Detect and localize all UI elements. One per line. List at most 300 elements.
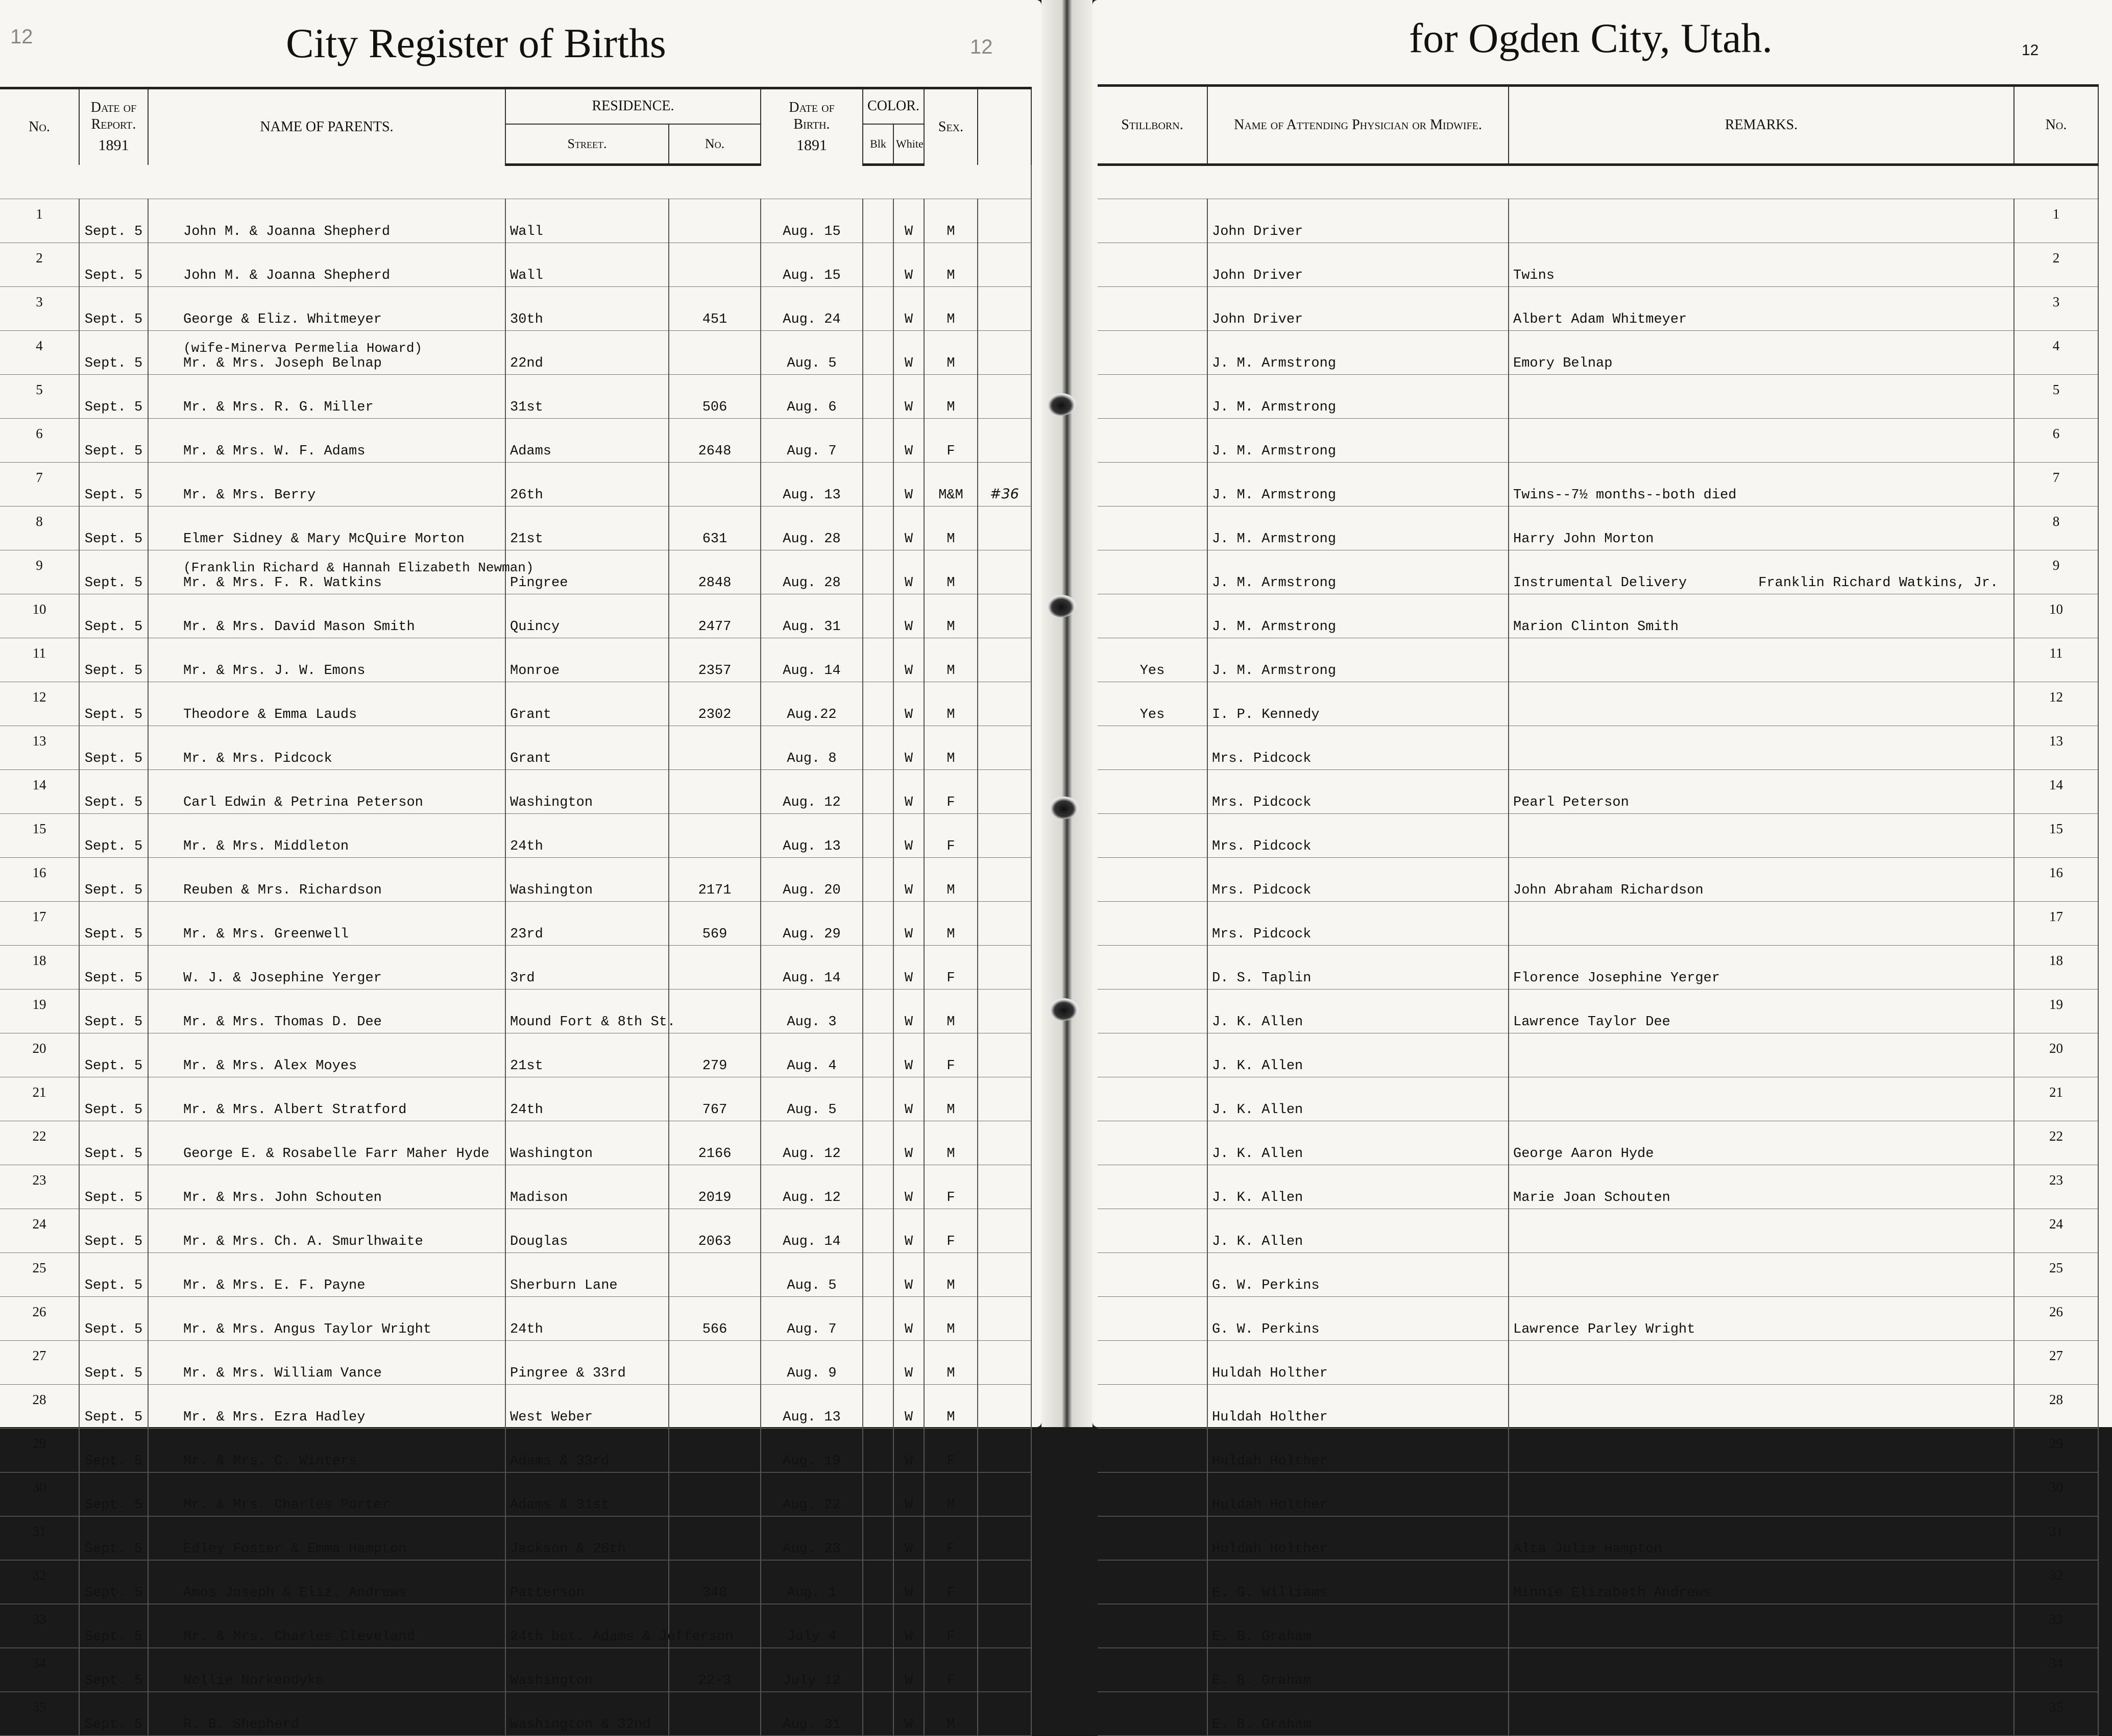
report-date: Sept. 5 <box>79 1209 148 1253</box>
color-white: W <box>893 1033 924 1077</box>
physician: J. M. Armstrong <box>1207 594 1509 638</box>
stillborn <box>1098 902 1207 946</box>
report-date: Sept. 5 <box>79 375 148 419</box>
stillborn <box>1098 419 1207 463</box>
parents-name: Reuben & Mrs. Richardson <box>183 883 382 898</box>
stillborn <box>1098 243 1207 287</box>
physician: J. K. Allen <box>1207 1165 1509 1209</box>
physician: J. M. Armstrong <box>1207 419 1509 463</box>
parents-cell <box>148 1253 505 1297</box>
residence-street: Pingree <box>505 550 669 594</box>
record-no-right: 23 <box>2014 1165 2098 1209</box>
remarks-cell <box>1509 1297 2014 1341</box>
remarks-cell <box>1509 1077 2014 1121</box>
parents-name: Mr. & Mrs. Charles Cleveland <box>183 1629 415 1645</box>
sex: F <box>924 1209 978 1253</box>
physician: John Driver <box>1207 287 1509 331</box>
stillborn <box>1098 1648 1207 1692</box>
color-blk <box>863 1341 893 1385</box>
remarks-cell <box>1509 1033 2014 1077</box>
parents-name: Mr. & Mrs. Alex Moyes <box>183 1058 357 1074</box>
report-date: Sept. 5 <box>79 638 148 682</box>
table-row <box>0 1604 1031 1648</box>
physician: Huldah Holther <box>1207 1516 1509 1560</box>
birth-date: Aug. 15 <box>761 243 863 287</box>
margin-note-cell <box>978 1429 1031 1473</box>
margin-note-cell <box>978 331 1031 375</box>
physician: D. S. Taplin <box>1207 946 1509 990</box>
color-white: W <box>893 1560 924 1604</box>
col-header-street: Street. <box>505 124 669 165</box>
binder-hole-3 <box>1049 797 1079 819</box>
color-white: W <box>893 682 924 726</box>
color-blk <box>863 682 893 726</box>
remarks-text: Lawrence Parley Wright <box>1513 1322 1695 1337</box>
table-row <box>0 638 1031 682</box>
parents-cell <box>148 550 534 594</box>
table-row <box>0 287 1031 331</box>
stillborn <box>1098 1341 1207 1385</box>
record-no: 14 <box>0 770 79 814</box>
record-no-right: 31 <box>2014 1516 2098 1560</box>
table-row <box>0 1341 1031 1385</box>
table-row <box>1098 1473 2098 1516</box>
parents-name: Mr. & Mrs. Middleton <box>183 839 349 854</box>
birth-date: Aug. 15 <box>761 199 863 243</box>
residence-street: Adams & 33rd <box>505 1429 669 1473</box>
parents-cell <box>148 1209 505 1253</box>
color-blk <box>863 1209 893 1253</box>
color-blk <box>863 287 893 331</box>
physician: J. K. Allen <box>1207 1077 1509 1121</box>
parents-name: Mr. & Mrs. W. F. Adams <box>183 444 366 459</box>
margin-note-cell <box>978 682 1031 726</box>
parents-cell <box>148 1033 505 1077</box>
table-row <box>1098 946 2098 990</box>
report-date: Sept. 5 <box>79 1033 148 1077</box>
sex: M <box>924 550 978 594</box>
record-no-right: 10 <box>2014 594 2098 638</box>
remarks-text: Twins <box>1513 268 1555 283</box>
color-blk <box>863 375 893 419</box>
record-no: 31 <box>0 1516 79 1560</box>
birth-date: Aug. 13 <box>761 1385 863 1429</box>
table-row <box>0 463 1031 507</box>
record-no: 21 <box>0 1077 79 1121</box>
parents-cell <box>148 1604 505 1648</box>
color-blk <box>863 638 893 682</box>
record-no: 24 <box>0 1209 79 1253</box>
table-row <box>1098 1209 2098 1253</box>
residence-no <box>669 1341 761 1385</box>
physician: Huldah Holther <box>1207 1385 1509 1429</box>
birth-date: Aug. 28 <box>761 507 863 550</box>
record-no: 10 <box>0 594 79 638</box>
table-row <box>1098 507 2098 550</box>
record-no: 12 <box>0 682 79 726</box>
report-date: Sept. 5 <box>79 287 148 331</box>
residence-no <box>669 1385 761 1429</box>
table-row <box>0 1560 1031 1604</box>
col-header-sex: Sex. <box>924 88 978 165</box>
remarks-cell <box>1509 1648 2014 1692</box>
color-white: W <box>893 1077 924 1121</box>
record-no-right: 27 <box>2014 1341 2098 1385</box>
margin-note-cell <box>978 375 1031 419</box>
record-no-right: 22 <box>2014 1121 2098 1165</box>
residence-no <box>669 1473 761 1516</box>
record-no: 8 <box>0 507 79 550</box>
color-white: W <box>893 858 924 902</box>
residence-no: 566 <box>669 1297 761 1341</box>
remarks-text: Harry John Morton <box>1513 532 1654 547</box>
parents-name: Mr. & Mrs. Ezra Hadley <box>183 1410 366 1425</box>
color-white: W <box>893 1297 924 1341</box>
residence-no <box>669 199 761 243</box>
physician: John Driver <box>1207 243 1509 287</box>
record-no-right: 26 <box>2014 1297 2098 1341</box>
margin-note-cell <box>978 419 1031 463</box>
parents-name: Mr. & Mrs. R. G. Miller <box>183 400 374 415</box>
book-gutter <box>1041 0 1093 1427</box>
remarks-cell <box>1509 1692 2014 1736</box>
parents-name: John M. & Joanna Shepherd <box>183 268 391 283</box>
page-number: 12 <box>2022 42 2039 59</box>
table-row <box>0 1429 1031 1473</box>
residence-street: Sherburn Lane <box>505 1253 669 1297</box>
parents-name: Amos Joseph & Eliz. Andrews <box>183 1585 407 1601</box>
color-white: W <box>893 594 924 638</box>
margin-note-cell <box>978 1604 1031 1648</box>
table-row <box>0 1516 1031 1560</box>
margin-note-cell <box>978 1692 1031 1736</box>
report-date: Sept. 5 <box>79 1253 148 1297</box>
report-date: Sept. 5 <box>79 770 148 814</box>
residence-no <box>669 1516 761 1560</box>
record-no: 9 <box>0 550 79 594</box>
physician: J. M. Armstrong <box>1207 638 1509 682</box>
color-blk <box>863 1560 893 1604</box>
sex: M <box>924 594 978 638</box>
binder-hole-1 <box>1047 393 1076 416</box>
residence-street: Grant <box>505 726 669 770</box>
margin-note-cell <box>978 1385 1031 1429</box>
remarks-cell <box>1509 1385 2014 1429</box>
table-row <box>1098 1604 2098 1648</box>
remarks-cell <box>1509 1604 2014 1648</box>
table-row <box>1098 419 2098 463</box>
color-blk <box>863 1297 893 1341</box>
color-blk <box>863 1385 893 1429</box>
remarks-cell <box>1509 1341 2014 1385</box>
color-blk <box>863 199 893 243</box>
col-header-res-no: No. <box>669 124 761 165</box>
record-no-right: 20 <box>2014 1033 2098 1077</box>
record-no: 3 <box>0 287 79 331</box>
parents-cell <box>148 1560 505 1604</box>
col-header-parents: NAME OF PARENTS. <box>148 88 505 165</box>
residence-no <box>669 814 761 858</box>
stillborn <box>1098 1516 1207 1560</box>
residence-street: Washington & 32nd <box>505 1692 669 1736</box>
remarks-cell <box>1509 375 2014 419</box>
color-white: W <box>893 1165 924 1209</box>
remarks-text: Albert Adam Whitmeyer <box>1513 312 1687 327</box>
remarks-text: George Aaron Hyde <box>1513 1146 1654 1162</box>
residence-no: 767 <box>669 1077 761 1121</box>
stillborn <box>1098 1077 1207 1121</box>
residence-no <box>669 1253 761 1297</box>
record-no: 1 <box>0 199 79 243</box>
stillborn <box>1098 1429 1207 1473</box>
record-no-right: 1 <box>2014 199 2098 243</box>
parents-name: George & Eliz. Whitmeyer <box>183 312 382 327</box>
parents-name: Mr. & Mrs. J. W. Emons <box>183 663 366 679</box>
residence-street: Pingree & 33rd <box>505 1341 669 1385</box>
sex: M <box>924 1385 978 1429</box>
color-blk <box>863 1165 893 1209</box>
residence-street: 23rd <box>505 902 669 946</box>
remarks-text: John Abraham Richardson <box>1513 883 1704 898</box>
report-date: Sept. 5 <box>79 199 148 243</box>
birth-date: Aug. 19 <box>761 1429 863 1473</box>
record-no: 33 <box>0 1604 79 1648</box>
col-header-white: White <box>893 124 924 165</box>
residence-street: Jackson & 26th <box>505 1516 669 1560</box>
birth-date: Aug. 1 <box>761 1560 863 1604</box>
report-date: Sept. 5 <box>79 1165 148 1209</box>
table-row <box>0 1473 1031 1516</box>
margin-note-cell <box>978 594 1031 638</box>
residence-street: West Weber <box>505 1385 669 1429</box>
table-row <box>0 243 1031 287</box>
color-white: W <box>893 638 924 682</box>
birth-date: Aug. 28 <box>761 550 863 594</box>
table-row <box>1098 594 2098 638</box>
residence-street: Monroe <box>505 638 669 682</box>
table-row <box>0 1209 1031 1253</box>
residence-street: Wall <box>505 199 669 243</box>
table-row <box>0 946 1031 990</box>
table-row <box>0 1385 1031 1429</box>
sex: F <box>924 814 978 858</box>
birth-date: Aug. 6 <box>761 375 863 419</box>
physician: J. K. Allen <box>1207 1033 1509 1077</box>
margin-note-cell <box>978 858 1031 902</box>
parents-cell <box>148 375 505 419</box>
parents-cell <box>148 507 505 550</box>
color-blk <box>863 463 893 507</box>
report-year: 1891 <box>98 136 129 154</box>
margin-note-cell <box>978 1648 1031 1692</box>
residence-no: 631 <box>669 507 761 550</box>
margin-note-cell <box>978 726 1031 770</box>
residence-no: 2019 <box>669 1165 761 1209</box>
residence-street: Patterson <box>505 1560 669 1604</box>
residence-no <box>669 770 761 814</box>
table-row <box>1098 375 2098 419</box>
color-white: W <box>893 814 924 858</box>
report-date: Sept. 5 <box>79 419 148 463</box>
color-white: W <box>893 902 924 946</box>
report-date: Sept. 5 <box>79 1473 148 1516</box>
color-white: W <box>893 199 924 243</box>
remarks-cell <box>1509 1121 2014 1165</box>
report-date: Sept. 5 <box>79 814 148 858</box>
table-row <box>1098 1341 2098 1385</box>
color-white: W <box>893 463 924 507</box>
physician: J. K. Allen <box>1207 1209 1509 1253</box>
parents-cell <box>148 990 505 1033</box>
record-no: 27 <box>0 1341 79 1385</box>
table-row <box>0 990 1031 1033</box>
sex: M <box>924 682 978 726</box>
remarks-cell <box>1509 199 2014 243</box>
table-row <box>0 858 1031 902</box>
record-no-right: 35 <box>2014 1692 2098 1736</box>
record-no-right: 4 <box>2014 331 2098 375</box>
stillborn <box>1098 594 1207 638</box>
table-row <box>0 1692 1031 1736</box>
table-row <box>1098 1077 2098 1121</box>
parents-cell <box>148 770 505 814</box>
remarks-text: Alta Julia Hampton <box>1513 1541 1662 1557</box>
table-row <box>1098 1560 2098 1604</box>
col-header-date-of-birth <box>761 88 863 165</box>
physician: J. M. Armstrong <box>1207 507 1509 550</box>
remarks-cell <box>1509 1473 2014 1516</box>
margin-note-cell <box>978 1077 1031 1121</box>
physician: Huldah Holther <box>1207 1429 1509 1473</box>
color-white: W <box>893 1341 924 1385</box>
report-date: Sept. 5 <box>79 726 148 770</box>
margin-note: #36 <box>990 486 1019 502</box>
page-title-left: City Register of Births <box>286 20 666 66</box>
sex: M&M <box>924 463 978 507</box>
record-no-right: 34 <box>2014 1648 2098 1692</box>
sex: M <box>924 375 978 419</box>
color-white: W <box>893 726 924 770</box>
remarks-cell <box>1509 594 2014 638</box>
residence-street: Washington <box>505 858 669 902</box>
birth-date: Aug. 12 <box>761 770 863 814</box>
remarks-cell <box>1509 1429 2014 1473</box>
color-blk <box>863 1121 893 1165</box>
margin-note-cell <box>978 199 1031 243</box>
sex: M <box>924 990 978 1033</box>
table-row <box>0 1165 1031 1209</box>
color-white: W <box>893 1253 924 1297</box>
record-no-right: 19 <box>2014 990 2098 1033</box>
parents-cell <box>148 594 505 638</box>
report-date: Sept. 5 <box>79 550 148 594</box>
record-no-right: 13 <box>2014 726 2098 770</box>
color-blk <box>863 594 893 638</box>
parents-name: Mr. & Mrs. Charles Porter <box>183 1498 391 1513</box>
margin-note-cell <box>978 1341 1031 1385</box>
margin-note-cell <box>978 1253 1031 1297</box>
residence-street: Adams <box>505 419 669 463</box>
residence-street: Mound Fort & 8th St. <box>505 990 669 1033</box>
table-row <box>1098 770 2098 814</box>
pencil-mark-mid: 12 <box>970 36 993 58</box>
residence-no: 451 <box>669 287 761 331</box>
table-row <box>0 770 1031 814</box>
record-no: 26 <box>0 1297 79 1341</box>
sex: F <box>924 1033 978 1077</box>
color-blk <box>863 507 893 550</box>
table-row <box>1098 1385 2098 1429</box>
residence-street: 24th bet. Adams & Jefferson <box>505 1604 669 1648</box>
birth-date: Aug. 13 <box>761 814 863 858</box>
report-date: Sept. 5 <box>79 1604 148 1648</box>
sex: M <box>924 638 978 682</box>
parents-cell <box>148 1165 505 1209</box>
parents-cell <box>148 726 505 770</box>
residence-street: Madison <box>505 1165 669 1209</box>
record-no-right: 14 <box>2014 770 2098 814</box>
record-no: 11 <box>0 638 79 682</box>
report-date: Sept. 5 <box>79 1341 148 1385</box>
physician: J. K. Allen <box>1207 990 1509 1033</box>
table-row <box>1098 331 2098 375</box>
table-row <box>0 1033 1031 1077</box>
birth-date: July 12 <box>761 1648 863 1692</box>
residence-no: 569 <box>669 902 761 946</box>
remarks-cell <box>1509 1516 2014 1560</box>
sex: M <box>924 1297 978 1341</box>
physician: Huldah Holther <box>1207 1473 1509 1516</box>
remarks-text: Instrumental Delivery <box>1513 575 1687 591</box>
record-no: 18 <box>0 946 79 990</box>
stillborn <box>1098 287 1207 331</box>
remarks-cell <box>1509 1209 2014 1253</box>
table-row <box>0 507 1031 550</box>
margin-note-cell <box>978 1560 1031 1604</box>
remarks-cell <box>1509 858 2014 902</box>
sex: F <box>924 1560 978 1604</box>
parents-name: Carl Edwin & Petrina Peterson <box>183 795 423 810</box>
margin-note-cell <box>978 1165 1031 1209</box>
stillborn <box>1098 550 1207 594</box>
residence-no: 2171 <box>669 858 761 902</box>
parents-cell <box>148 463 505 507</box>
record-no-right: 25 <box>2014 1253 2098 1297</box>
sex: M <box>924 1121 978 1165</box>
table-row <box>0 199 1031 243</box>
stillborn <box>1098 331 1207 375</box>
color-blk <box>863 902 893 946</box>
col-header-remarks: REMARKS. <box>1509 86 2014 165</box>
physician: E. B. Graham <box>1207 1648 1509 1692</box>
sex: M <box>924 1253 978 1297</box>
physician: E. G. Williams <box>1207 1560 1509 1604</box>
record-no: 15 <box>0 814 79 858</box>
remarks-cell <box>1509 946 2014 990</box>
birth-date: Aug. 5 <box>761 1077 863 1121</box>
remarks-text: Lawrence Taylor Dee <box>1513 1015 1670 1030</box>
color-blk <box>863 1033 893 1077</box>
stillborn <box>1098 507 1207 550</box>
sex: F <box>924 1429 978 1473</box>
birth-date: Aug. 7 <box>761 1297 863 1341</box>
parents-name: Mr. & Mrs. Ch. A. Smurlhwaite <box>183 1234 423 1249</box>
parents-name: Mr. & Mrs. F. R. Watkins <box>183 575 382 591</box>
col-header-residence: RESIDENCE. <box>505 88 761 124</box>
parents-name: Elmer Sidney & Mary McQuire Morton <box>183 532 465 547</box>
parents-cell <box>148 1692 505 1736</box>
parents-name: Mr. & Mrs. John Schouten <box>183 1190 382 1205</box>
